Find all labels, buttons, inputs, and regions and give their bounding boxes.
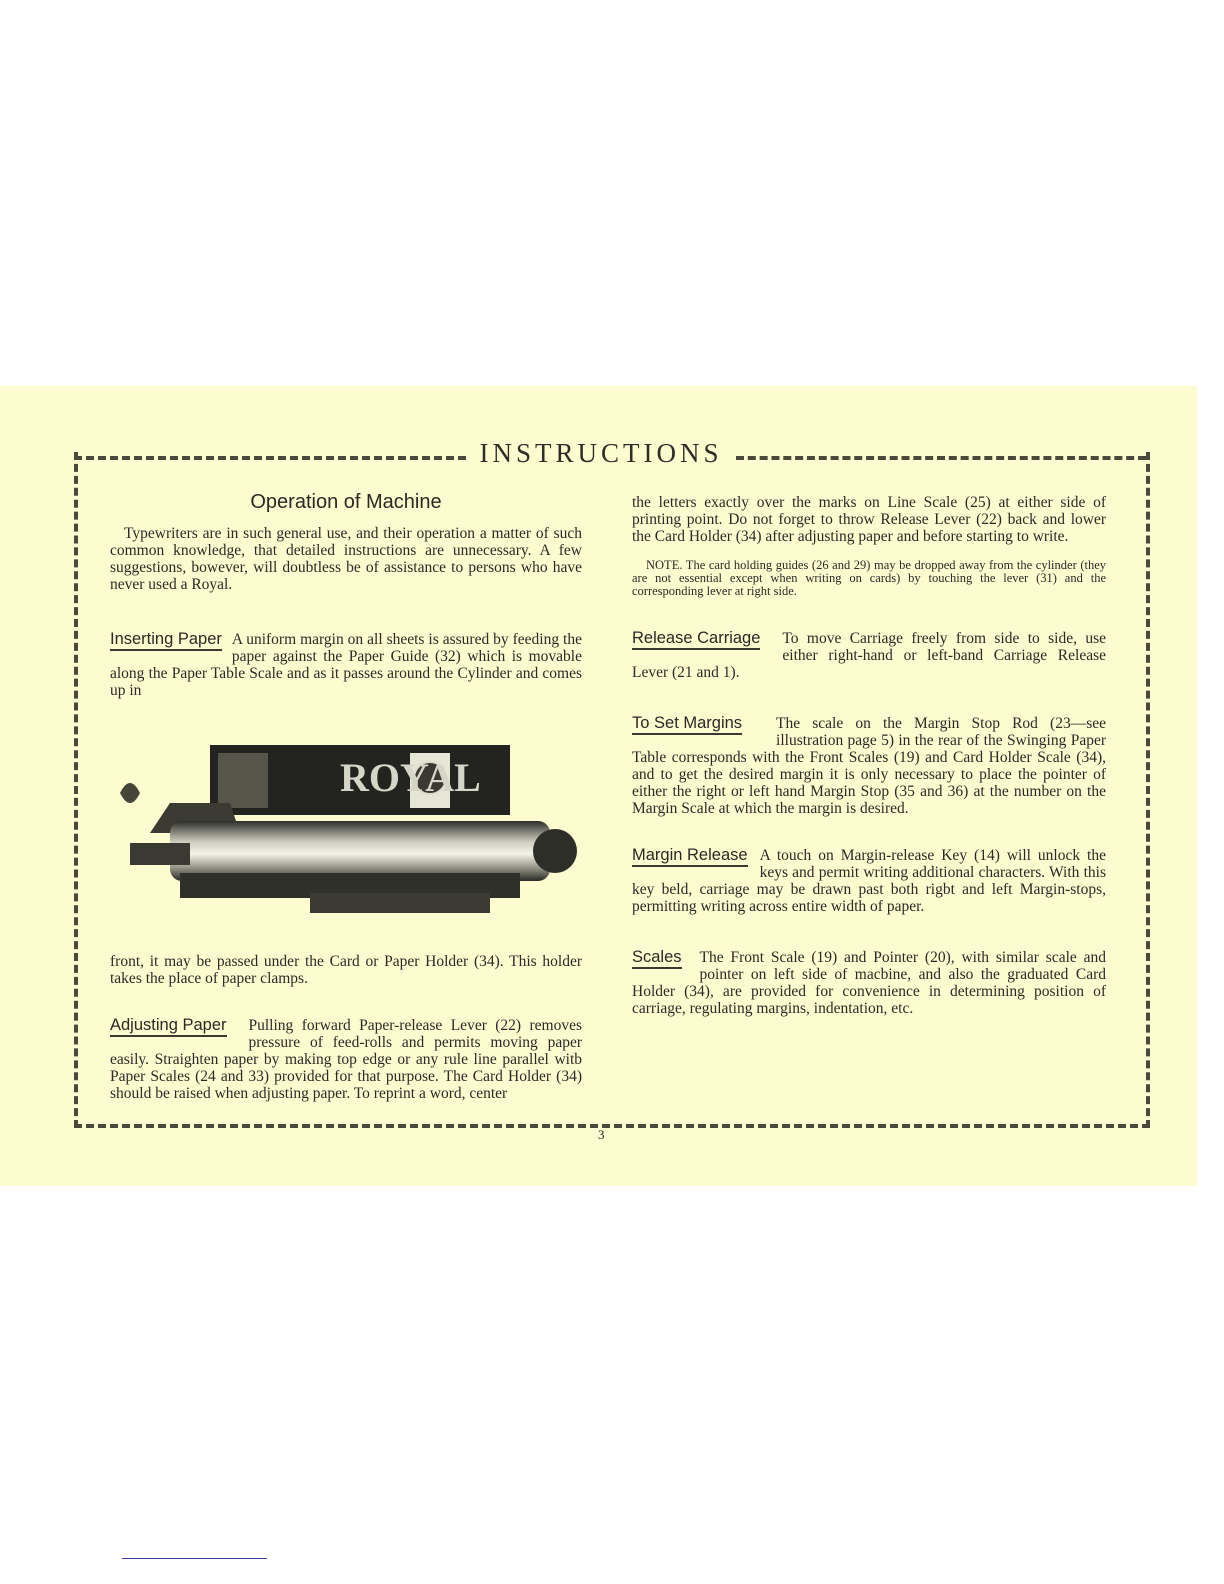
typewriter-carriage-photo [110, 733, 580, 923]
adjusting-paper-heading: Adjusting Paper [110, 1017, 227, 1037]
release-carriage-text: To move Carriage freely from side to side, use either right-hand or left-band Carriage Release Lever (21 and 1). [632, 630, 1106, 681]
footer-rule [122, 1558, 267, 1559]
set-margins-heading: To Set Margins [632, 715, 742, 735]
section-set-margins [632, 715, 1106, 817]
page-title: INSTRUCTIONS [479, 438, 723, 468]
set-margins-text: The scale on the Margin Stop Rod (23—see illustration page 5) in the rear of the Swinging Paper Table corresponds with the Front Scales (19) and Card Holder Scale (34), and to get the desired margin it is only necessary to place the pointer of either the right or left hand Margin Stop (35 and 36) at the number on the Margin Scale at which the margin is desired. [632, 715, 1106, 817]
intro-paragraph: Typewriters are in such general use, and their operation a matter of such common knowledge, that detailed instructions are unnecessary. A few suggestions, bowever, will doubtless be of assistance to persons who have never used a Royal. [110, 525, 582, 593]
margin-release-text: A touch on Margin-release Key (14) will unlock the keys and permit writing additional characters. With this key beld, carriage may be drawn past both rigbt and left Margin-stops, permitting writing across entire width of paper. [632, 847, 1106, 915]
page-number: 3 [598, 1127, 605, 1142]
scales-text: The Front Scale (19) and Pointer (20), with similar scale and pointer on left side of macbine, and also the graduated Card Holder (34), are provided for convenience in determining position of carriage, regulating margins, indentation, etc. [632, 949, 1106, 1017]
section-adjusting-paper [110, 1017, 582, 1102]
release-carriage-heading: Release Carriage [632, 630, 760, 650]
adjusting-paper-continued: the letters exactly over the marks on Line Scale (25) at either side of printing point. Do not forget to throw Release Lever (22) back and lower the Card Holder (34) after adjusting paper and before starting to write. [632, 494, 1106, 545]
margin-release-heading: Margin Release [632, 847, 748, 867]
royal-logo-text: ROYAL [340, 755, 481, 800]
inserting-paper-continued: front, it may be passed under the Card or Paper Holder (34). This holder takes the place of paper clamps. [110, 953, 582, 987]
inserting-paper-heading: Inserting Paper [110, 631, 222, 651]
note-paragraph: NOTE. The card holding guides (26 and 29) may be dropped away from the cylinder (they are not essential except when writing on cards) by touching the lever (31) and the corresponding lever at right side. [632, 558, 1106, 598]
adjusting-paper-text: Pulling forward Paper-release Lever (22) removes pressure of feed-rolls and permits moving paper easily. Straighten paper by making top edge or any rule line parallel witb Paper Scales (24 and 33) provided for that purpose. The Card Holder (34) should be raised when adjusting paper. To reprint a word, center [110, 1017, 582, 1102]
typewriter-illustration [110, 733, 580, 923]
section-heading-operation: Operation of Machine [250, 491, 442, 513]
inserting-paper-text: A uniform margin on all sheets is assured by feeding the paper against the Paper Guide (32) which is movable along the Paper Table Scale and as it passes around the Cylinder and comes up in [110, 631, 582, 699]
right-column [632, 494, 1106, 1017]
section-margin-release [632, 847, 1106, 915]
left-column [110, 491, 582, 1102]
manual-page [0, 386, 1197, 1186]
section-release-carriage [632, 630, 1106, 681]
section-inserting-paper [110, 631, 582, 699]
scales-heading: Scales [632, 949, 682, 969]
section-scales [632, 949, 1106, 1017]
